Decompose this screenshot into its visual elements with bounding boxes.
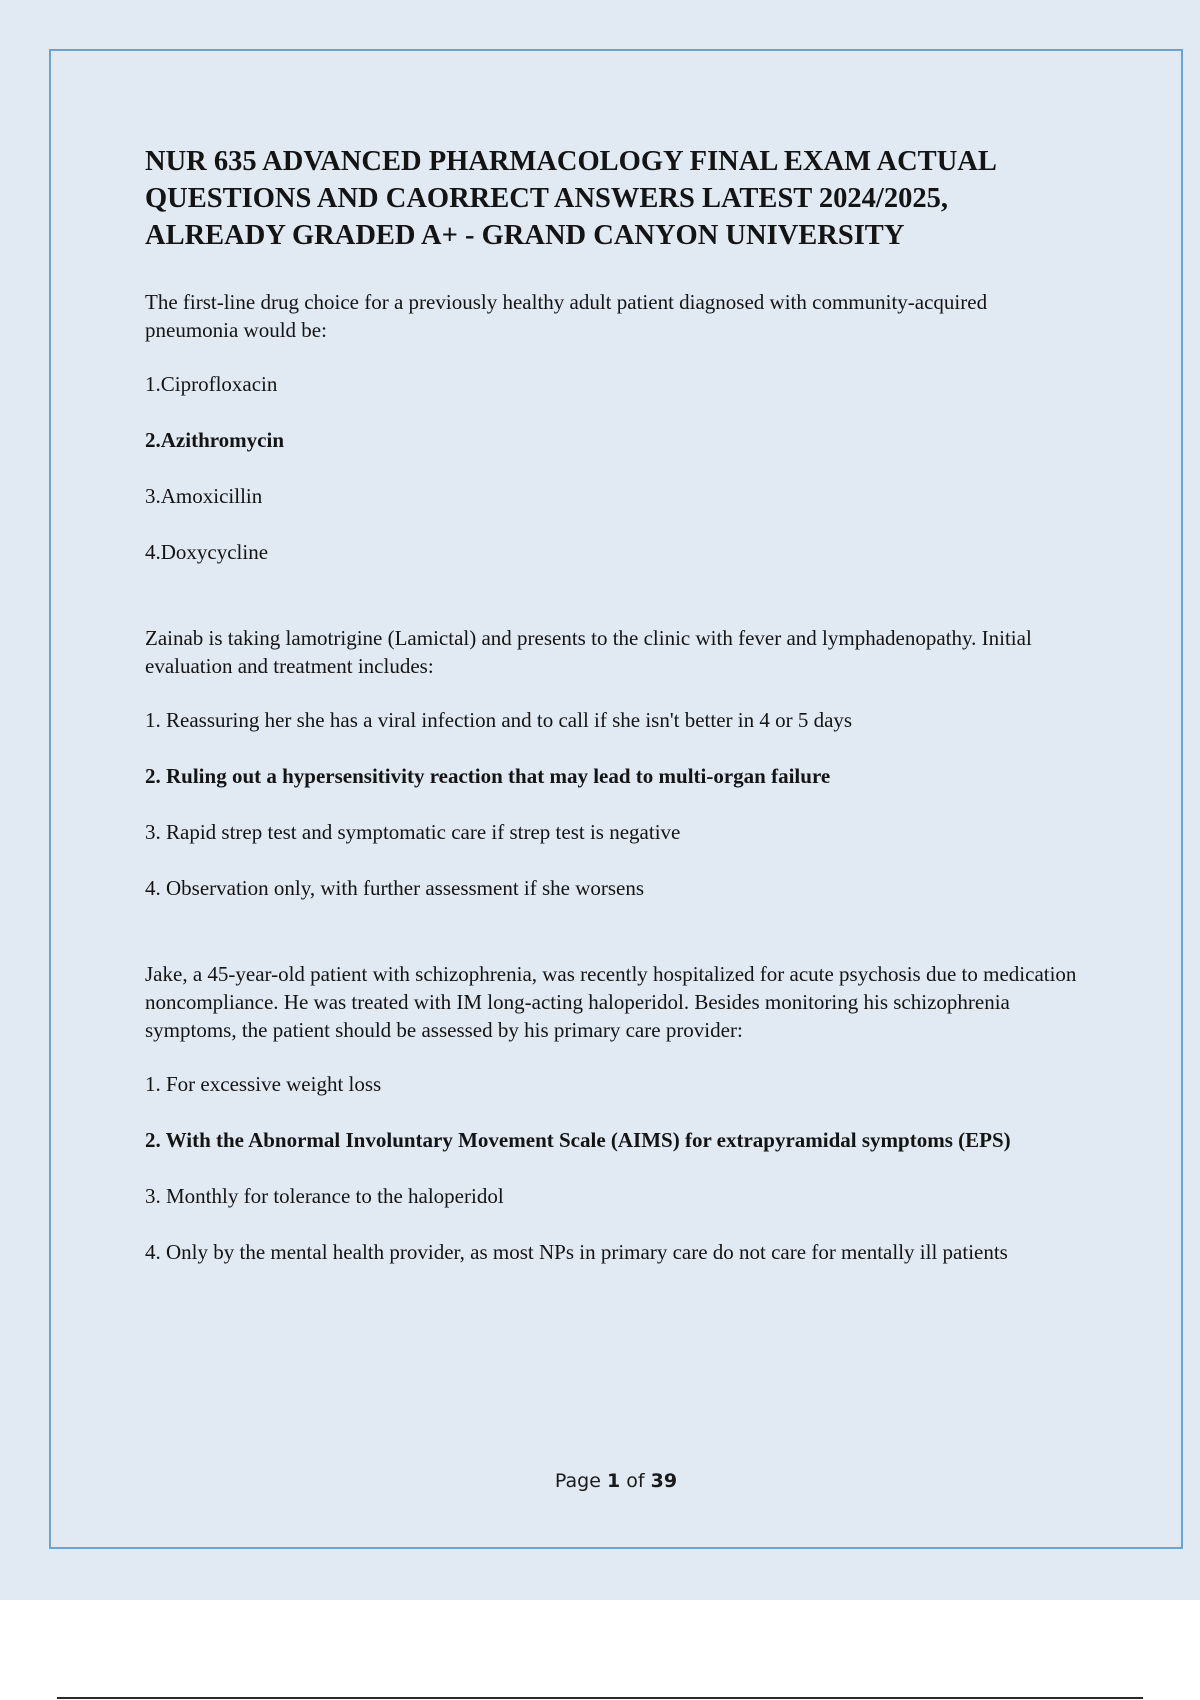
answer-option: 3. Monthly for tolerance to the haloperidol (145, 1184, 504, 1208)
next-page-divider-line (57, 1697, 1143, 1699)
answer-option: 1.Ciprofloxacin (145, 372, 278, 396)
answer-option: 4. Observation only, with further assessment if she worsens (145, 876, 645, 900)
question-block-3 (145, 960, 1085, 1266)
question-text: The first-line drug choice for a previously healthy adult patient diagnosed with community-acquired pneumonia would be: (145, 290, 988, 342)
answer-option: 1. Reassuring her she has a viral infection and to call if she isn't better in 4 or 5 days (145, 708, 853, 732)
question-text: Zainab is taking lamotrigine (Lamictal) and presents to the clinic with fever and lymphadenopathy. Initial evaluation and treatment includes: (145, 626, 1032, 678)
answer-option-correct: 2. Ruling out a hypersensitivity reaction that may lead to multi-organ failure (145, 764, 831, 788)
answer-option: 1. For excessive weight loss (145, 1072, 382, 1096)
page-number-indicator (0, 1470, 1200, 1492)
total-page-count: 39 (650, 1470, 678, 1492)
answer-option: 4. Only by the mental health provider, as most NPs in primary care do not care for mentally ill patients (145, 1240, 1008, 1264)
answer-option-correct: 2.Azithromycin (145, 428, 285, 452)
page-content (145, 143, 1085, 1324)
answer-option-correct: 2. With the Abnormal Involuntary Movement Scale (AIMS) for extrapyramidal symptoms (EPS) (145, 1128, 1011, 1152)
question-block-2 (145, 624, 1085, 902)
answer-option: 4.Doxycycline (145, 540, 269, 564)
page-separator: of (626, 1470, 645, 1492)
answer-option: 3.Amoxicillin (145, 484, 263, 508)
question-block-1 (145, 288, 1085, 566)
question-text: Jake, a 45-year-old patient with schizophrenia, was recently hospitalized for acute psychosis due to medication noncompliance. He was treated with IM long-acting haloperidol. Besides monitoring his schizophrenia symptoms, the patient should be assessed by his primary care provider: (145, 962, 1077, 1042)
document-title: NUR 635 ADVANCED PHARMACOLOGY FINAL EXAM ACTUAL QUESTIONS AND CAORRECT ANSWERS LATEST 2024/2025, ALREADY GRADED A+ - GRAND CANYON UNIVERSITY (145, 146, 996, 251)
answer-option: 3. Rapid strep test and symptomatic care if strep test is negative (145, 820, 681, 844)
current-page-number: 1 (606, 1470, 621, 1492)
page-prefix: Page (554, 1470, 601, 1492)
